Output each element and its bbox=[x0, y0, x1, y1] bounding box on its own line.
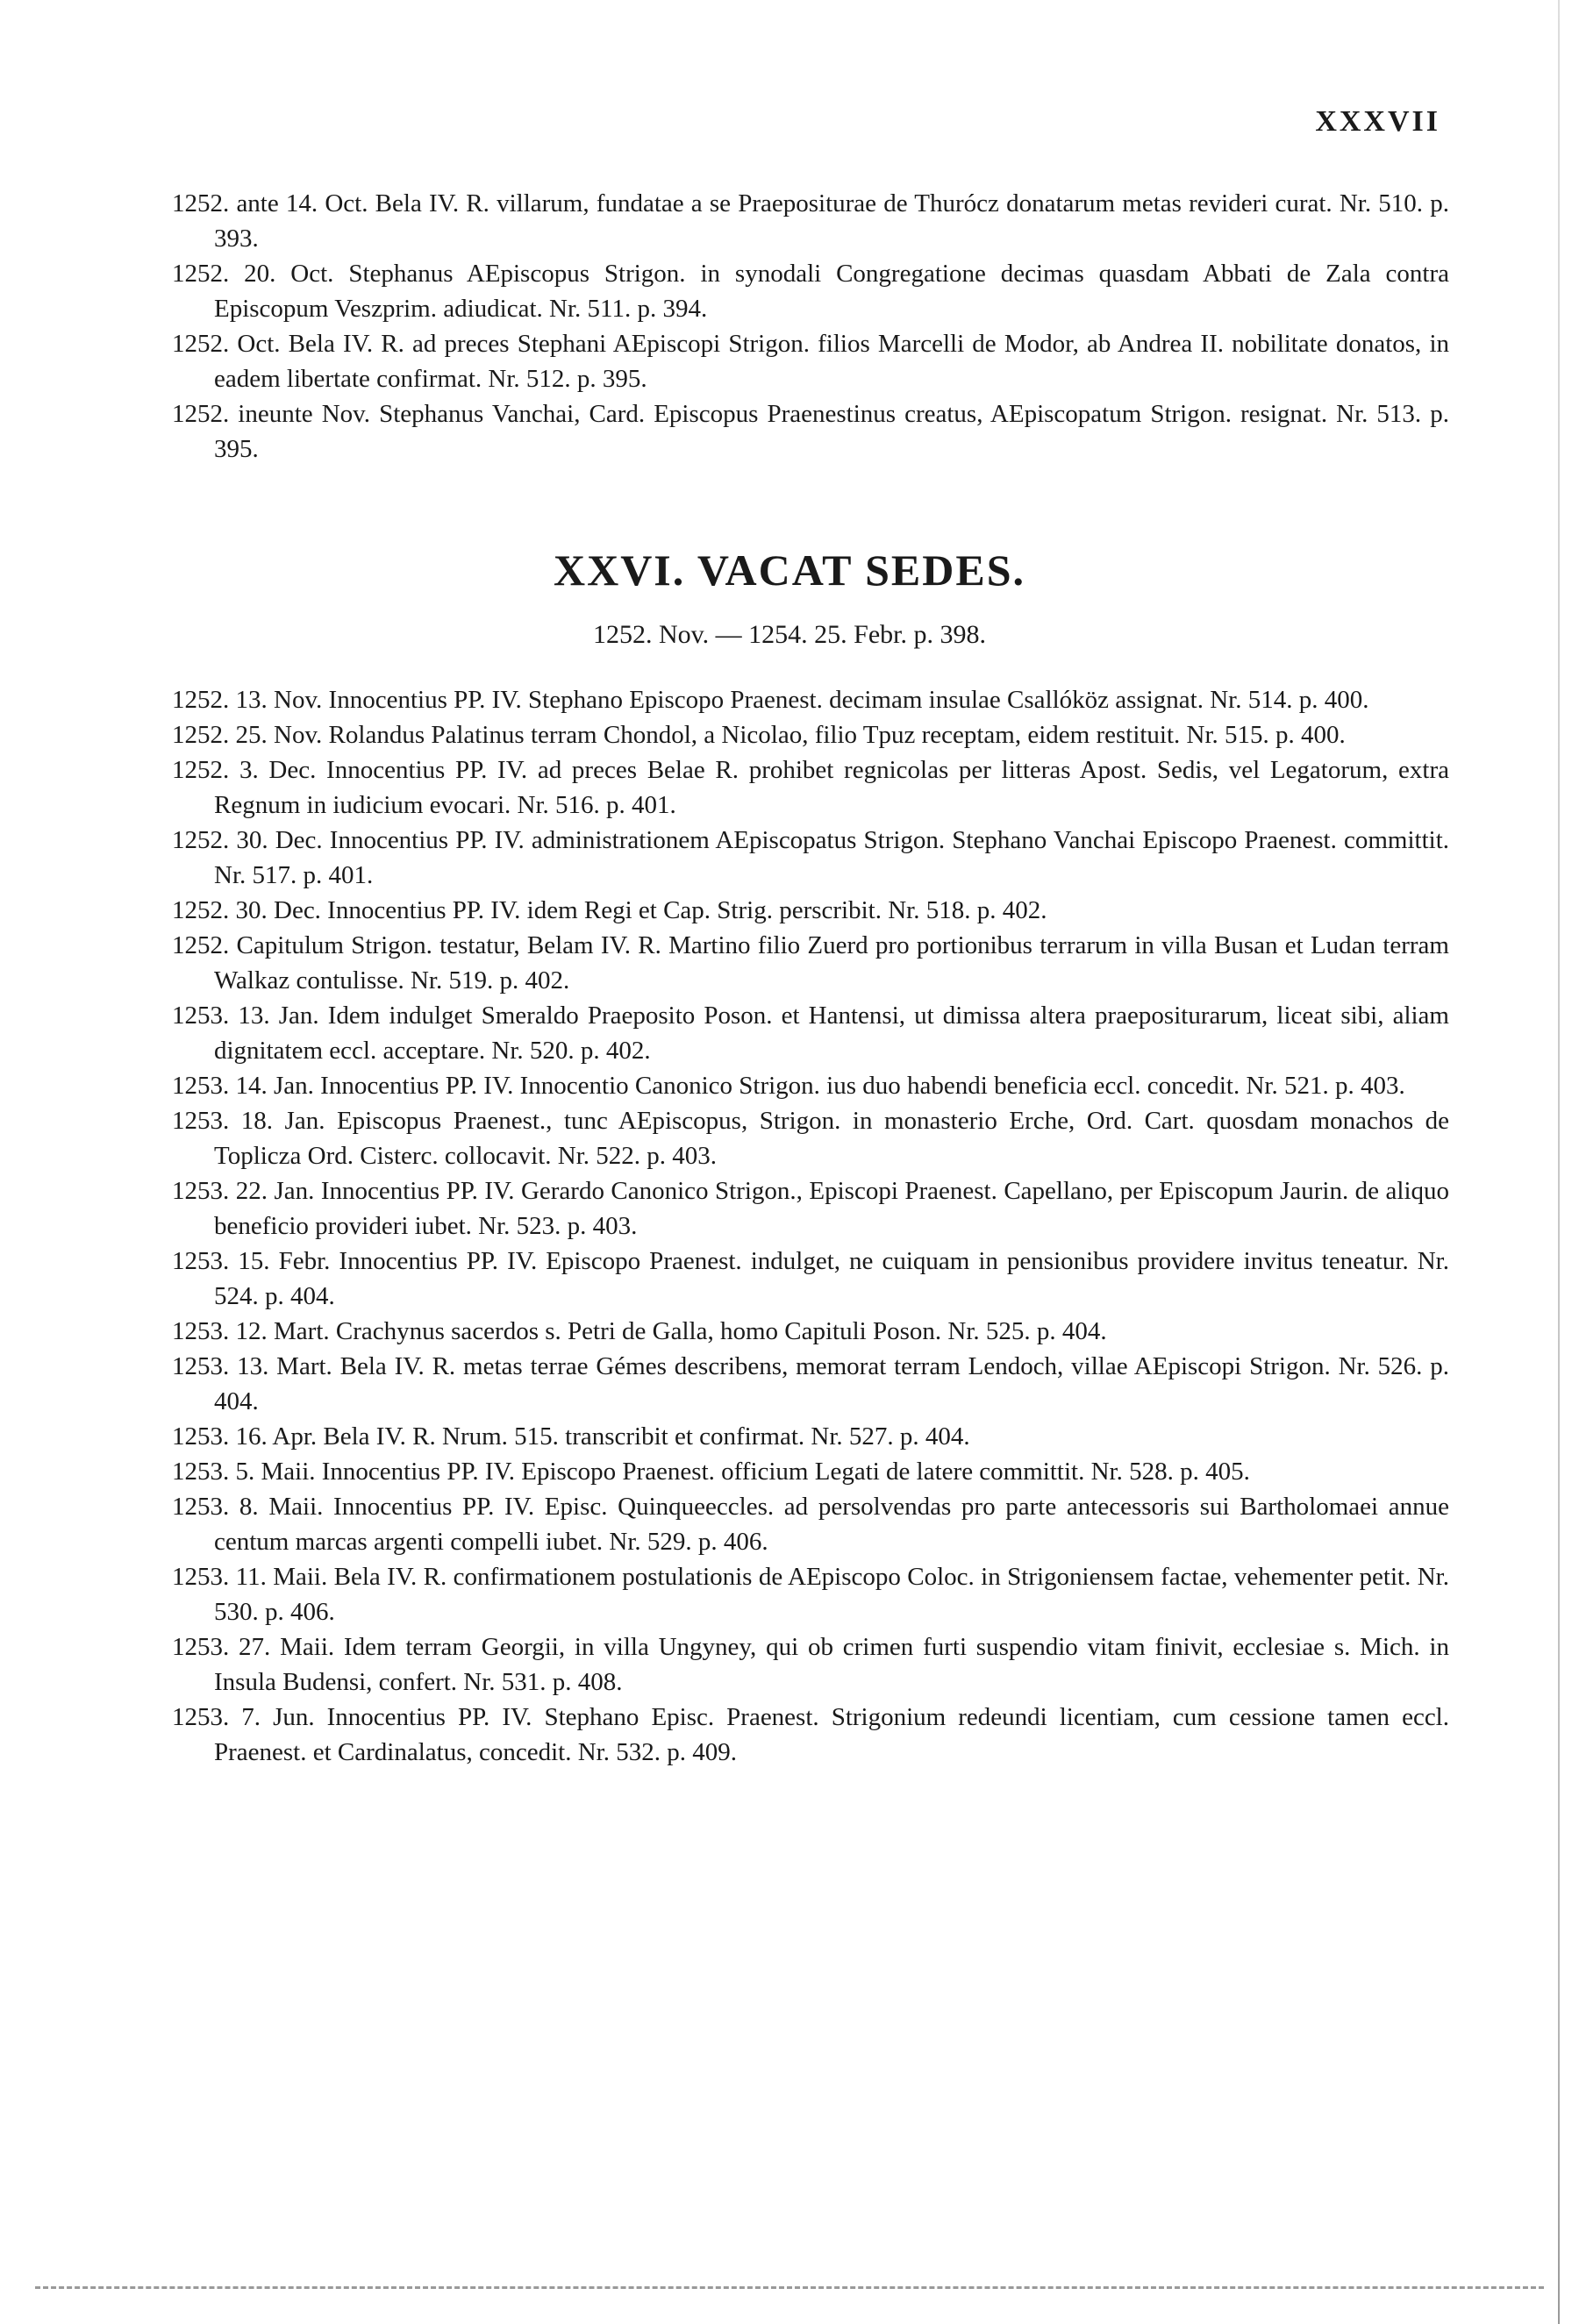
list-item: 1253. 5. Maii. Innocentius PP. IV. Episcopo Praenest. officium Legati de latere committit. Nr. 528. p. 405. bbox=[172, 1458, 1250, 1486]
entries-list-after bbox=[172, 682, 1449, 1770]
section-heading bbox=[0, 544, 1579, 654]
page-number: XXXVII bbox=[1315, 105, 1440, 138]
list-item: 1253. 7. Jun. Innocentius PP. IV. Stephano Episc. Praenest. Strigonium redeundi licentiam, cum cessione tamen eccl. Praenest. et Cardinalatus, concedit. Nr. 532. p. 409. bbox=[172, 1703, 1449, 1766]
list-item: 1252. 25. Nov. Rolandus Palatinus terram Chondol, a Nicolao, filio Tpuz receptam, eidem restituit. Nr. 515. p. 400. bbox=[172, 721, 1346, 749]
list-item: 1253. 22. Jan. Innocentius PP. IV. Gerardo Canonico Strigon., Episcopi Praenest. Capellano, per Episcopum Jaurin. de aliquo beneficio provideri iubet. Nr. 523. p. 403. bbox=[172, 1177, 1449, 1240]
list-item: 1253. 14. Jan. Innocentius PP. IV. Innocentio Canonico Strigon. ius duo habendi beneficia eccl. concedit. Nr. 521. p. 403. bbox=[172, 1072, 1405, 1100]
list-item: 1253. 27. Maii. Idem terram Georgii, in villa Ungyney, qui ob crimen furti suspendio vitam finivit, ecclesiae s. Mich. in Insula Budensi, confert. Nr. 531. p. 408. bbox=[172, 1633, 1449, 1696]
list-item: 1252. Capitulum Strigon. testatur, Belam IV. R. Martino filio Zuerd pro portionibus terrarum in villa Busan et Ludan terram Walkaz contulisse. Nr. 519. p. 402. bbox=[172, 931, 1449, 994]
bottom-edge-rule bbox=[35, 2286, 1544, 2289]
section-title: XXVI. VACAT SEDES. bbox=[553, 545, 1026, 595]
list-item: 1253. 13. Mart. Bela IV. R. metas terrae Gémes describens, memorat terram Lendoch, villae AEpiscopi Strigon. Nr. 526. p. 404. bbox=[172, 1352, 1449, 1415]
list-item: 1252. ante 14. Oct. Bela IV. R. villarum, fundatae a se Praepositurae de Thurócz donatarum metas revideri curat. Nr. 510. p. 393. bbox=[172, 189, 1449, 253]
list-item: 1253. 11. Maii. Bela IV. R. confirmationem postulationis de AEpiscopo Coloc. in Strigoniensem factae, vehementer petit. Nr. 530. p. 406. bbox=[172, 1563, 1449, 1626]
list-item: 1253. 16. Apr. Bela IV. R. Nrum. 515. transcribit et confirmat. Nr. 527. p. 404. bbox=[172, 1422, 970, 1451]
list-item: 1252. 13. Nov. Innocentius PP. IV. Stephano Episcopo Praenest. decimam insulae Csallóköz assignat. Nr. 514. p. 400. bbox=[172, 686, 1369, 714]
list-item: 1252. Oct. Bela IV. R. ad preces Stephani AEpiscopi Strigon. filios Marcelli de Modor, ab Andrea II. nobilitate donatos, in eadem libertate confirmat. Nr. 512. p. 395. bbox=[172, 330, 1449, 393]
list-item: 1253. 15. Febr. Innocentius PP. IV. Episcopo Praenest. indulget, ne cuiquam in pensionibus providere invitus teneatur. Nr. 524. p. 404. bbox=[172, 1247, 1449, 1310]
list-item: 1252. 30. Dec. Innocentius PP. IV. idem Regi et Cap. Strig. perscribit. Nr. 518. p. 402. bbox=[172, 896, 1047, 924]
list-item: 1252. 3. Dec. Innocentius PP. IV. ad preces Belae R. prohibet regnicolas per litteras Apost. Sedis, vel Legatorum, extra Regnum in iudicium evocari. Nr. 516. p. 401. bbox=[172, 756, 1449, 819]
list-item: 1253. 13. Jan. Idem indulget Smeraldo Praeposito Poson. et Hantensi, ut dimissa altera praepositurarum, liceat sibi, aliam dignitatem eccl. acceptare. Nr. 520. p. 402. bbox=[172, 1002, 1449, 1065]
list-item: 1253. 8. Maii. Innocentius PP. IV. Episc. Quinqueeccles. ad persolvendas pro parte antecessoris sui Bartholomaei annue centum marcas argenti compelli iubet. Nr. 529. p. 406. bbox=[172, 1493, 1449, 1556]
list-item: 1252. 20. Oct. Stephanus AEpiscopus Strigon. in synodali Congregatione decimas quasdam Abbati de Zala contra Episcopum Veszprim. adiudicat. Nr. 511. p. 394. bbox=[172, 260, 1449, 323]
entries-list-before bbox=[172, 186, 1449, 467]
list-item: 1252. 30. Dec. Innocentius PP. IV. administrationem AEpiscopatus Strigon. Stephano Vanchai Episcopo Praenest. committit. Nr. 517. p. 401. bbox=[172, 826, 1449, 889]
list-item: 1252. ineunte Nov. Stephanus Vanchai, Card. Episcopus Praenestinus creatus, AEpiscopatum Strigon. resignat. Nr. 513. p. 395. bbox=[172, 400, 1449, 463]
list-item: 1253. 18. Jan. Episcopus Praenest., tunc AEpiscopus, Strigon. in monasterio Erche, Ord. Cart. quosdam monachos de Toplicza Ord. Cisterc. collocavit. Nr. 522. p. 403. bbox=[172, 1107, 1449, 1170]
section-subtitle: 1252. Nov. — 1254. 25. Febr. p. 398. bbox=[592, 620, 987, 649]
list-item: 1253. 12. Mart. Crachynus sacerdos s. Petri de Galla, homo Capituli Poson. Nr. 525. p. 404. bbox=[172, 1317, 1107, 1345]
page-edge-line bbox=[1558, 0, 1560, 2324]
